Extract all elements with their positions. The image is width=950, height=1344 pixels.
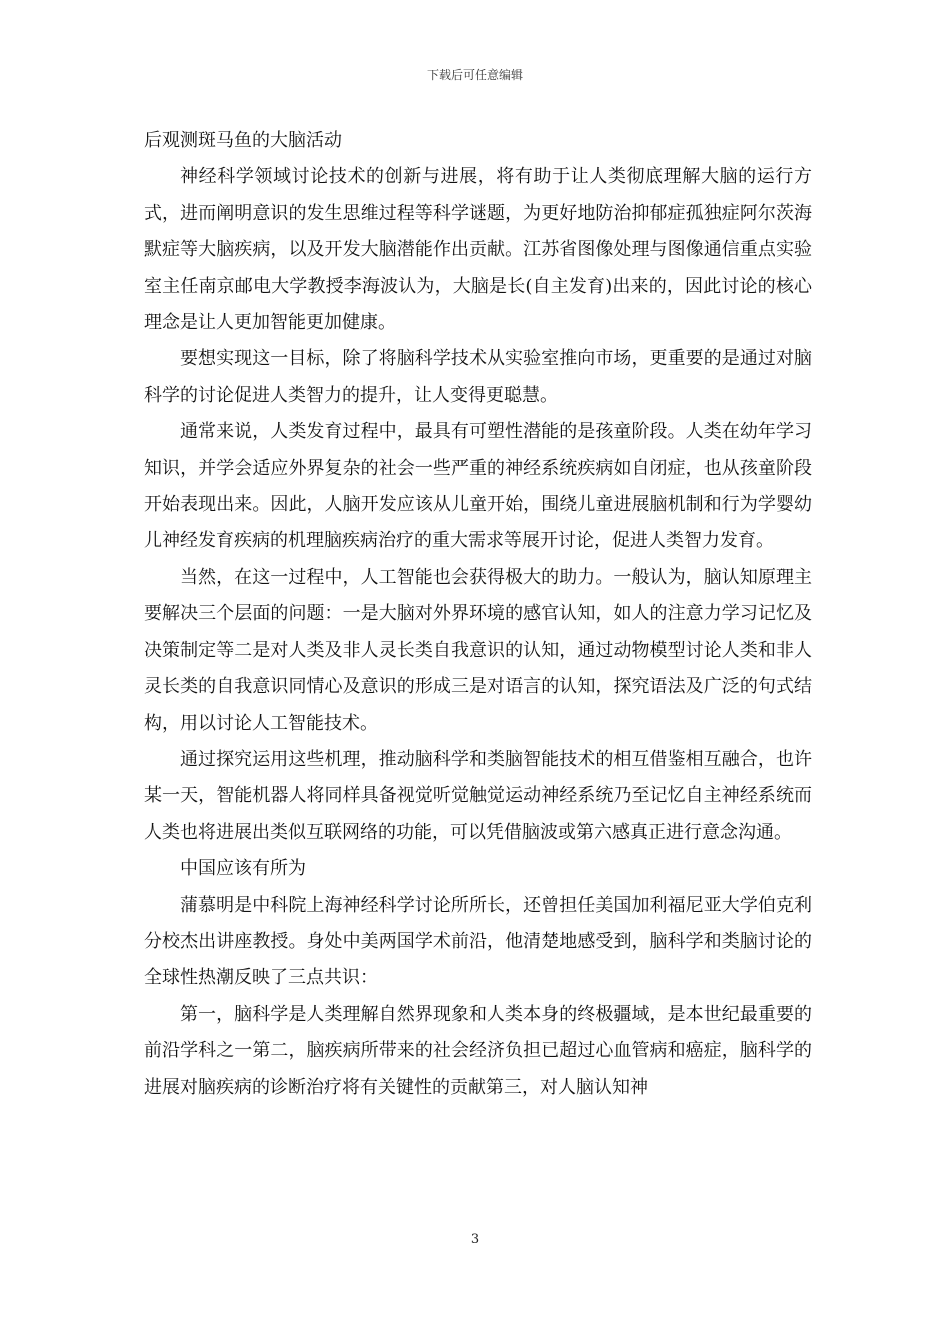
paragraph-6: 通过探究运用这些机理，推动脑科学和类脑智能技术的相互借鉴相互融合，也许某一天，智能机器人将同样具备视觉听觉触觉运动神经系统乃至记忆自主神经系统而人类也将进展出类似互联网络的功能，可以凭借脑波或第六感真正进行意念沟通。: [144, 748, 812, 843]
paragraph-8: 第一，脑科学是人类理解自然界现象和人类本身的终极疆域，是本世纪最重要的前沿学科之一第二，脑疾病所带来的社会经济负担已超过心血管病和癌症，脑科学的进展对脑疾病的诊断治疗将有关键性的贡献第三，对人脑认知神: [144, 1003, 812, 1098]
page-number: 3: [470, 1232, 480, 1247]
section-heading: 中国应该有所为: [180, 858, 306, 880]
paragraph-7: 蒲慕明是中科院上海神经科学讨论所所长，还曾担任美国加利福尼亚大学伯克利分校杰出讲座教授。身处中美两国学术前沿，他清楚地感受到，脑科学和类脑讨论的全球性热潮反映了三点共识：: [144, 894, 812, 989]
paragraph-3: 要想实现这一目标，除了将脑科学技术从实验室推向市场，更重要的是通过对脑科学的讨论促进人类智力的提升，让人变得更聪慧。: [144, 348, 812, 406]
paragraph-4: 通常来说，人类发育过程中，最具有可塑性潜能的是孩童阶段。人类在幼年学习知识，并学会适应外界复杂的社会一些严重的神经系统疾病如自闭症，也从孩童阶段开始表现出来。因此，人脑开发应该从儿童开始，围绕儿童进展脑机制和行为学婴幼儿神经发育疾病的机理脑疾病治疗的重大需求等展开讨论，促进人类智力发育。: [144, 421, 812, 552]
document-body: [144, 123, 812, 1106]
paragraph-5: 当然，在这一过程中，人工智能也会获得极大的助力。一般认为，脑认知原理主要解决三个层面的问题：一是大脑对外界环境的感官认知，如人的注意力学习记忆及决策制定等二是对人类及非人灵长类自我意识的认知，通过动物模型讨论人类和非人灵长类的自我意识同情心及意识的形成三是对语言的认知，探究语法及广泛的句式结构，用以讨论人工智能技术。: [144, 566, 812, 734]
page-header: 下载后可任意编辑: [426, 68, 523, 82]
paragraph-2: 神经科学领域讨论技术的创新与进展，将有助于让人类彻底理解大脑的运行方式，进而阐明意识的发生思维过程等科学谜题，为更好地防治抑郁症孤独症阿尔茨海默症等大脑疾病，以及开发大脑潜能作出贡献。江苏省图像处理与图像通信重点实验室主任南京邮电大学教授李海波认为，大脑是长(自主发育)出来的，因此讨论的核心理念是让人更加智能更加健康。: [144, 166, 812, 334]
paragraph-1: 后观测斑马鱼的大脑活动: [144, 130, 342, 151]
